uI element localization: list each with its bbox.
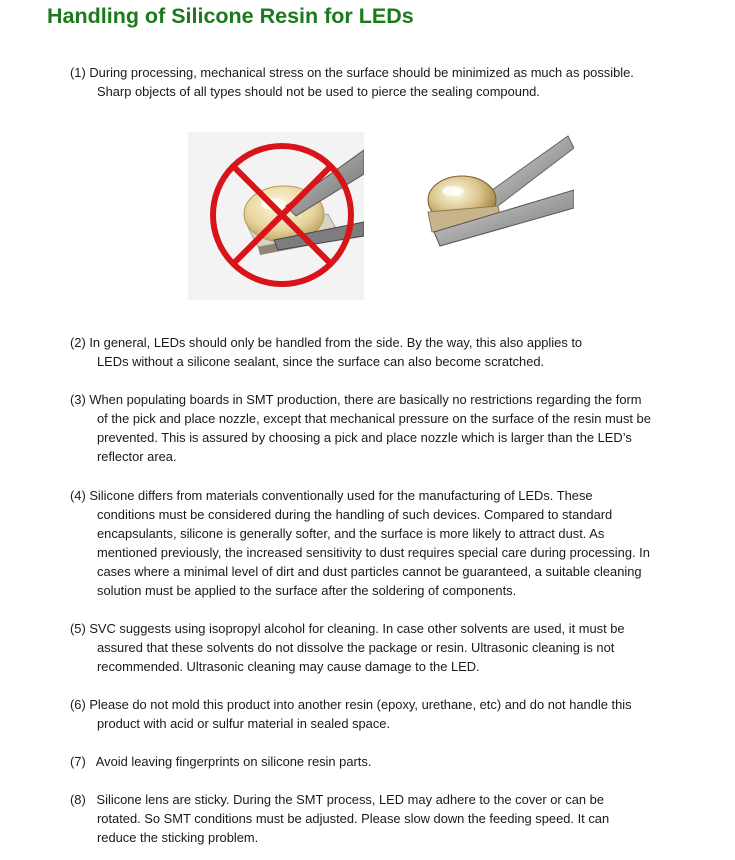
wrong-handling-image	[188, 132, 364, 300]
page-title: Handling of Silicone Resin for LEDs	[47, 4, 414, 28]
item-text: prevented. This is assured by choosing a pick and place nozzle which is larger than the LED’s	[97, 430, 632, 445]
item-text: (6) Please do not mold this product into another resin (epoxy, urethane, etc) and do not handle this	[70, 697, 632, 712]
prohibited-sign-icon	[188, 132, 364, 300]
item-text: (5) SVC suggests using isopropyl alcohol for cleaning. In case other solvents are used, it must be	[70, 621, 625, 636]
list-item	[70, 695, 690, 733]
tweezers-icon	[398, 128, 574, 270]
item-text: conditions must be considered during the handling of such devices. Compared to standard	[97, 507, 613, 522]
item-text: LEDs without a silicone sealant, since the surface can also become scratched.	[97, 354, 545, 369]
item-text: of the pick and place nozzle, except that mechanical pressure on the surface of the resin must be	[97, 411, 651, 426]
item-text: cases where a minimal level of dirt and dust particles cannot be guaranteed, a suitable cleaning	[97, 564, 642, 579]
item-text: (8) Silicone lens are sticky. During the SMT process, LED may adhere to the cover or can be	[70, 792, 605, 807]
correct-handling-image	[398, 128, 574, 270]
list-item	[70, 333, 690, 371]
list-item	[70, 63, 690, 101]
list-item	[70, 486, 690, 600]
item-text: product with acid or sulfur material in sealed space.	[97, 716, 391, 731]
item-text: reduce the sticking problem.	[97, 830, 259, 845]
list-item	[70, 790, 690, 847]
list-item	[70, 752, 690, 771]
list-item	[70, 619, 690, 676]
item-text: (2) In general, LEDs should only be handled from the side. By the way, this also applies to	[70, 335, 583, 350]
list-item	[70, 390, 690, 466]
item-text: Sharp objects of all types should not be used to pierce the sealing compound.	[97, 84, 540, 99]
item-text: rotated. So SMT conditions must be adjusted. Please slow down the feeding speed. It can	[97, 811, 610, 826]
item-text: (7) Avoid leaving fingerprints on silicone resin parts.	[70, 754, 372, 769]
item-text: (3) When populating boards in SMT production, there are basically no restrictions regarding the form	[70, 392, 642, 407]
item-text: (4) Silicone differs from materials conventionally used for the manufacturing of LEDs. These	[70, 488, 593, 503]
item-text: mentioned previously, the increased sensitivity to dust requires special care during processing. In	[97, 545, 650, 560]
item-text: assured that these solvents do not dissolve the package or resin. Ultrasonic cleaning is not	[97, 640, 615, 655]
item-text: (1) During processing, mechanical stress on the surface should be minimized as much as possible.	[70, 65, 634, 80]
item-text: recommended. Ultrasonic cleaning may cause damage to the LED.	[97, 659, 480, 674]
item-text: reflector area.	[97, 449, 177, 464]
item-text: solution must be applied to the surface after the soldering of components.	[97, 583, 517, 598]
item-text: encapsulants, silicone is generally softer, and the surface is more likely to attract dust. As	[97, 526, 605, 541]
